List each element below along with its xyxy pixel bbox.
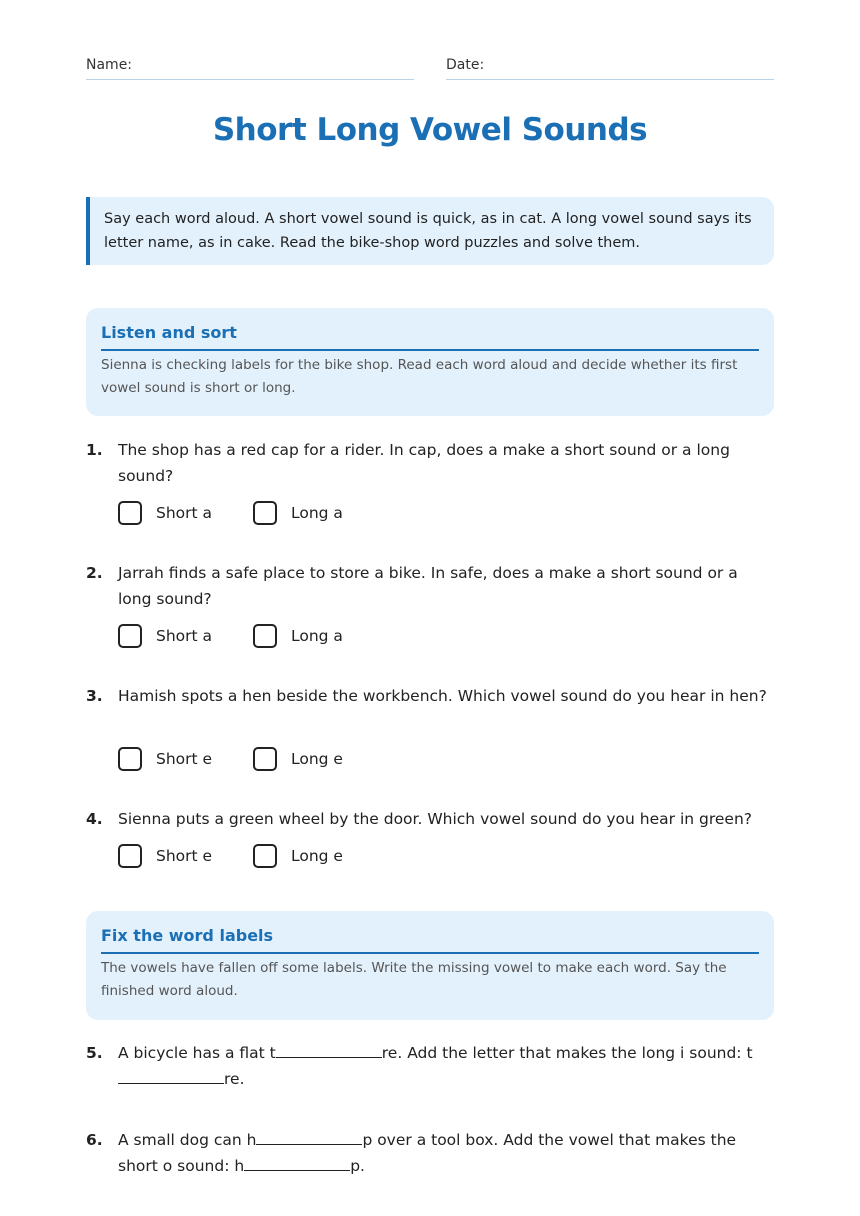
question-6 — [86, 1127, 774, 1183]
question-3 — [86, 683, 774, 783]
section-title: Fix the word labels — [101, 925, 759, 954]
option-label: Long e — [291, 847, 343, 865]
checkbox[interactable] — [253, 747, 277, 771]
checkbox[interactable] — [253, 844, 277, 868]
header-row — [86, 54, 774, 80]
checkbox[interactable] — [118, 844, 142, 868]
question-number: 5. — [86, 1044, 103, 1062]
option-label: Short e — [156, 847, 213, 865]
section-description: Sienna is checking labels for the bike shop. Read each word aloud and decide whether its first vowel sound is short or long. — [101, 357, 738, 396]
question-number: 4. — [86, 810, 103, 828]
text-part: p over a tool box. Add the vowel that makes the short o sound: h — [118, 1131, 737, 1175]
answer-blank[interactable] — [276, 1041, 382, 1058]
question-number: 6. — [86, 1131, 103, 1149]
section-listen-and-sort — [86, 308, 774, 416]
answer-blank[interactable] — [256, 1128, 362, 1145]
instructions-box: Say each word aloud. A short vowel sound is quick, as in cat. A long vowel sound says its letter name, as in cake. Read the bike-shop word puzzles and solve them. — [86, 197, 774, 265]
question-number: 2. — [86, 564, 103, 582]
question-text: The shop has a red cap for a rider. In cap, does a make a short sound or a long sound? — [118, 441, 730, 485]
checkbox[interactable] — [118, 624, 142, 648]
question-number: 1. — [86, 441, 103, 459]
option-label: Long a — [291, 627, 343, 645]
question-1 — [86, 437, 774, 537]
question-number: 3. — [86, 687, 103, 705]
text-part: A bicycle has a flat t — [118, 1044, 276, 1062]
option-label: Long e — [291, 750, 343, 768]
option-label: Short a — [156, 504, 213, 522]
section-description: The vowels have fallen off some labels. Write the missing vowel to make each word. Say the finished word aloud. — [101, 960, 727, 999]
checkbox[interactable] — [118, 747, 142, 771]
date-field[interactable] — [446, 54, 774, 80]
name-label: Name: — [86, 57, 133, 73]
text-part: re. — [224, 1070, 245, 1088]
option-label: Long a — [291, 504, 343, 522]
question-text: Hamish spots a hen beside the workbench. Which vowel sound do you hear in hen? — [118, 687, 767, 705]
question-text — [118, 1040, 768, 1092]
text-part: A small dog can h — [118, 1131, 257, 1149]
option-label: Short a — [156, 627, 213, 645]
option-label: Short e — [156, 750, 213, 768]
answer-blank[interactable] — [244, 1154, 350, 1171]
checkbox[interactable] — [253, 501, 277, 525]
text-part: re. Add the letter that makes the long i sound: t — [381, 1044, 753, 1062]
checkbox[interactable] — [253, 624, 277, 648]
date-label: Date: — [446, 57, 485, 73]
section-fix-word-labels — [86, 911, 774, 1020]
question-4 — [86, 806, 774, 876]
question-2 — [86, 560, 774, 660]
answer-blank[interactable] — [118, 1067, 224, 1084]
question-text: Jarrah finds a safe place to store a bike. In safe, does a make a short sound or a long sound? — [118, 564, 738, 608]
text-part: p. — [350, 1157, 365, 1175]
page-title: Short Long Vowel Sounds — [212, 112, 648, 148]
name-field[interactable] — [86, 54, 414, 80]
checkbox[interactable] — [118, 501, 142, 525]
section-title: Listen and sort — [101, 322, 759, 351]
question-text — [118, 1127, 768, 1179]
question-text: Sienna puts a green wheel by the door. Which vowel sound do you hear in green? — [118, 810, 753, 828]
question-5 — [86, 1040, 774, 1096]
